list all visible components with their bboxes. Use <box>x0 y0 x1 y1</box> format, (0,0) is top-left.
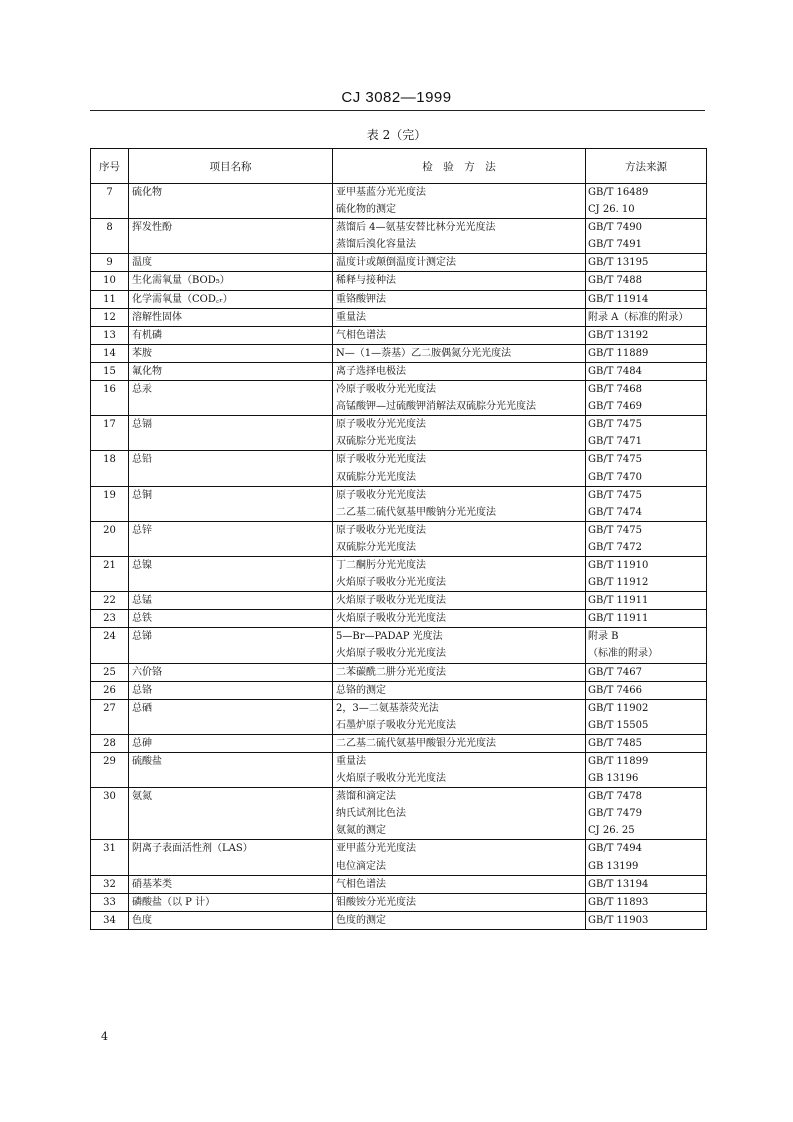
cell-item-name: 氨氮 <box>129 788 333 840</box>
cell-source: GB/T 7491 <box>586 236 707 254</box>
table-row <box>91 184 707 202</box>
cell-method: 纳氏试剂比色法 <box>333 805 586 822</box>
table-row <box>91 628 707 646</box>
cell-method: 蒸馏和滴定法 <box>333 788 586 806</box>
cell-method: 重铬酸钾法 <box>333 290 586 308</box>
cell-item-name: 总镉 <box>129 416 333 451</box>
cell-method: 亚甲基蓝分光光度法 <box>333 184 586 202</box>
cell-no: 20 <box>91 521 129 556</box>
cell-source: GB/T 7478 <box>586 788 707 806</box>
cell-no: 15 <box>91 362 129 380</box>
cell-item-name: 总铅 <box>129 451 333 486</box>
table-row <box>91 362 707 380</box>
cell-no: 24 <box>91 628 129 663</box>
cell-no: 14 <box>91 344 129 362</box>
cell-source: GB/T 13195 <box>586 254 707 272</box>
cell-method: 高锰酸钾—过硫酸钾消解法双硫腙分光光度法 <box>333 398 586 416</box>
cell-item-name: 硫化物 <box>129 184 333 219</box>
cell-source: GB/T 7469 <box>586 398 707 416</box>
cell-no: 33 <box>91 893 129 911</box>
cell-source: GB/T 13194 <box>586 875 707 893</box>
cell-source: GB/T 11893 <box>586 893 707 911</box>
cell-source: GB/T 7467 <box>586 663 707 681</box>
cell-no: 13 <box>91 326 129 344</box>
cell-source: GB/T 7474 <box>586 504 707 522</box>
cell-item-name: 总锌 <box>129 521 333 556</box>
table-row <box>91 788 707 806</box>
cell-method: 总铬的测定 <box>333 681 586 699</box>
cell-item-name: 化学需氧量（COD꜀ᵣ） <box>129 290 333 308</box>
cell-method: N—（1—萘基）乙二胺偶氮分光光度法 <box>333 344 586 362</box>
cell-source: GB/T 7470 <box>586 469 707 487</box>
cell-no: 7 <box>91 184 129 219</box>
cell-no: 23 <box>91 610 129 628</box>
cell-method: 二苯碳酰二肼分光光度法 <box>333 663 586 681</box>
page-number: 4 <box>101 1030 108 1043</box>
cell-item-name: 阴离子表面活性剂（LAS） <box>129 840 333 875</box>
cell-no: 11 <box>91 290 129 308</box>
cell-method: 蒸馏后 4—氨基安替比林分光光度法 <box>333 219 586 237</box>
cell-no: 32 <box>91 875 129 893</box>
cell-item-name: 总锰 <box>129 592 333 610</box>
cell-source: GB/T 7494 <box>586 840 707 858</box>
standard-header: CJ 3082—1999 <box>341 89 452 106</box>
cell-method: 双硫腙分光光度法 <box>333 469 586 487</box>
cell-method: 二乙基二硫代氨基甲酸银分光光度法 <box>333 734 586 752</box>
cell-method: 离子选择电极法 <box>333 362 586 380</box>
table-row <box>91 734 707 752</box>
cell-method: 原子吸收分光光度法 <box>333 416 586 434</box>
cell-item-name: 总铜 <box>129 486 333 521</box>
methods-table <box>90 148 707 930</box>
cell-source: GB/T 15505 <box>586 717 707 735</box>
cell-source: GB/T 7466 <box>586 681 707 699</box>
cell-item-name: 总砷 <box>129 734 333 752</box>
cell-method: 硫化物的测定 <box>333 201 586 219</box>
cell-method: 稀释与接种法 <box>333 272 586 290</box>
cell-no: 17 <box>91 416 129 451</box>
cell-item-name: 六价铬 <box>129 663 333 681</box>
cell-no: 26 <box>91 681 129 699</box>
cell-source: GB/T 11910 <box>586 556 707 574</box>
table-row <box>91 272 707 290</box>
cell-source: GB/T 7485 <box>586 734 707 752</box>
cell-no: 28 <box>91 734 129 752</box>
cell-source: GB/T 11903 <box>586 911 707 929</box>
cell-method: 二乙基二硫代氨基甲酸钠分光光度法 <box>333 504 586 522</box>
cell-method: 原子吸收分光光度法 <box>333 486 586 504</box>
table-row <box>91 840 707 858</box>
table-header-row <box>91 149 707 184</box>
cell-method: 重量法 <box>333 308 586 326</box>
cell-item-name: 总铁 <box>129 610 333 628</box>
cell-method: 火焰原子吸收分光光度法 <box>333 610 586 628</box>
cell-method: 2，3—二氨基萘荧光法 <box>333 699 586 717</box>
cell-method: 电位滴定法 <box>333 858 586 876</box>
cell-item-name: 总锑 <box>129 628 333 663</box>
table-row <box>91 556 707 574</box>
cell-method: 5—Br—PADAP 光度法 <box>333 628 586 646</box>
cell-source: GB/T 11912 <box>586 574 707 592</box>
cell-item-name: 磷酸盐（以 P 计） <box>129 893 333 911</box>
cell-no: 16 <box>91 381 129 416</box>
cell-method: 冷原子吸收分光光度法 <box>333 381 586 399</box>
cell-method: 火焰原子吸收分光光度法 <box>333 770 586 788</box>
cell-method: 钼酸铵分光光度法 <box>333 893 586 911</box>
cell-item-name: 总镍 <box>129 556 333 591</box>
cell-source: 附录 B <box>586 628 707 646</box>
cell-source: GB/T 7468 <box>586 381 707 399</box>
table-row <box>91 381 707 399</box>
cell-no: 12 <box>91 308 129 326</box>
cell-source: GB/T 11889 <box>586 344 707 362</box>
table-row <box>91 308 707 326</box>
cell-method: 气相色谱法 <box>333 875 586 893</box>
cell-no: 22 <box>91 592 129 610</box>
header-rule <box>90 110 705 111</box>
cell-source: GB/T 7484 <box>586 362 707 380</box>
cell-source: GB/T 7475 <box>586 416 707 434</box>
cell-source: GB 13196 <box>586 770 707 788</box>
cell-no: 21 <box>91 556 129 591</box>
table-row <box>91 663 707 681</box>
table-row <box>91 893 707 911</box>
cell-no: 27 <box>91 699 129 734</box>
table-row <box>91 610 707 628</box>
cell-item-name: 挥发性酚 <box>129 219 333 254</box>
cell-method: 石墨炉原子吸收分光光度法 <box>333 717 586 735</box>
cell-method: 亚甲蓝分光光度法 <box>333 840 586 858</box>
cell-source: GB/T 7488 <box>586 272 707 290</box>
table-row <box>91 911 707 929</box>
table-row <box>91 681 707 699</box>
cell-method: 火焰原子吸收分光光度法 <box>333 574 586 592</box>
cell-source: CJ 26. 25 <box>586 822 707 840</box>
header-no: 序号 <box>91 149 129 184</box>
table-row <box>91 699 707 717</box>
cell-method: 丁二酮肟分光光度法 <box>333 556 586 574</box>
cell-method: 原子吸收分光光度法 <box>333 521 586 539</box>
cell-item-name: 总硒 <box>129 699 333 734</box>
cell-method: 火焰原子吸收分光光度法 <box>333 592 586 610</box>
table-body <box>91 184 707 930</box>
cell-method: 色度的测定 <box>333 911 586 929</box>
cell-no: 31 <box>91 840 129 875</box>
cell-source: GB/T 11914 <box>586 290 707 308</box>
table-row <box>91 592 707 610</box>
header-name: 项目名称 <box>129 149 333 184</box>
cell-no: 30 <box>91 788 129 840</box>
cell-no: 18 <box>91 451 129 486</box>
cell-no: 10 <box>91 272 129 290</box>
cell-item-name: 溶解性固体 <box>129 308 333 326</box>
cell-source: GB/T 11911 <box>586 610 707 628</box>
header-source: 方法来源 <box>586 149 707 184</box>
cell-method: 双硫腙分光光度法 <box>333 539 586 557</box>
cell-method: 蒸馏后溴化容量法 <box>333 236 586 254</box>
cell-source: CJ 26. 10 <box>586 201 707 219</box>
table-row <box>91 451 707 469</box>
cell-no: 25 <box>91 663 129 681</box>
cell-item-name: 总汞 <box>129 381 333 416</box>
cell-method: 原子吸收分光光度法 <box>333 451 586 469</box>
table-caption: 表 2（完） <box>366 128 427 142</box>
table-row <box>91 521 707 539</box>
table-row <box>91 486 707 504</box>
cell-no: 8 <box>91 219 129 254</box>
cell-source: GB/T 7471 <box>586 433 707 451</box>
cell-source: GB/T 16489 <box>586 184 707 202</box>
table-row <box>91 344 707 362</box>
cell-item-name: 硫酸盐 <box>129 753 333 788</box>
cell-source: GB/T 13192 <box>586 326 707 344</box>
cell-item-name: 总铬 <box>129 681 333 699</box>
cell-item-name: 色度 <box>129 911 333 929</box>
cell-source: GB 13199 <box>586 858 707 876</box>
table-row <box>91 875 707 893</box>
cell-source: GB/T 7475 <box>586 486 707 504</box>
cell-no: 34 <box>91 911 129 929</box>
cell-method: 火焰原子吸收分光光度法 <box>333 645 586 663</box>
cell-method: 气相色谱法 <box>333 326 586 344</box>
header-method: 检 验 方 法 <box>333 149 586 184</box>
cell-item-name: 硝基苯类 <box>129 875 333 893</box>
cell-method: 双硫腙分光光度法 <box>333 433 586 451</box>
table-row <box>91 219 707 237</box>
cell-source: 附录 A（标准的附录） <box>586 308 707 326</box>
cell-item-name: 氟化物 <box>129 362 333 380</box>
cell-source: GB/T 7479 <box>586 805 707 822</box>
table-row <box>91 290 707 308</box>
cell-item-name: 有机磷 <box>129 326 333 344</box>
cell-source: GB/T 11902 <box>586 699 707 717</box>
cell-method: 重量法 <box>333 753 586 771</box>
cell-source: GB/T 7475 <box>586 451 707 469</box>
cell-method: 温度计或颠倒温度计测定法 <box>333 254 586 272</box>
cell-item-name: 苯胺 <box>129 344 333 362</box>
table-row <box>91 326 707 344</box>
cell-no: 19 <box>91 486 129 521</box>
cell-no: 29 <box>91 753 129 788</box>
cell-source: GB/T 7475 <box>586 521 707 539</box>
table-row <box>91 254 707 272</box>
cell-no: 9 <box>91 254 129 272</box>
table-row <box>91 416 707 434</box>
cell-item-name: 生化需氧量（BOD₅） <box>129 272 333 290</box>
table-row <box>91 753 707 771</box>
cell-item-name: 温度 <box>129 254 333 272</box>
cell-source: GB/T 11899 <box>586 753 707 771</box>
cell-source: （标准的附录） <box>586 645 707 663</box>
cell-method: 氨氮的测定 <box>333 822 586 840</box>
cell-source: GB/T 11911 <box>586 592 707 610</box>
cell-source: GB/T 7490 <box>586 219 707 237</box>
cell-source: GB/T 7472 <box>586 539 707 557</box>
